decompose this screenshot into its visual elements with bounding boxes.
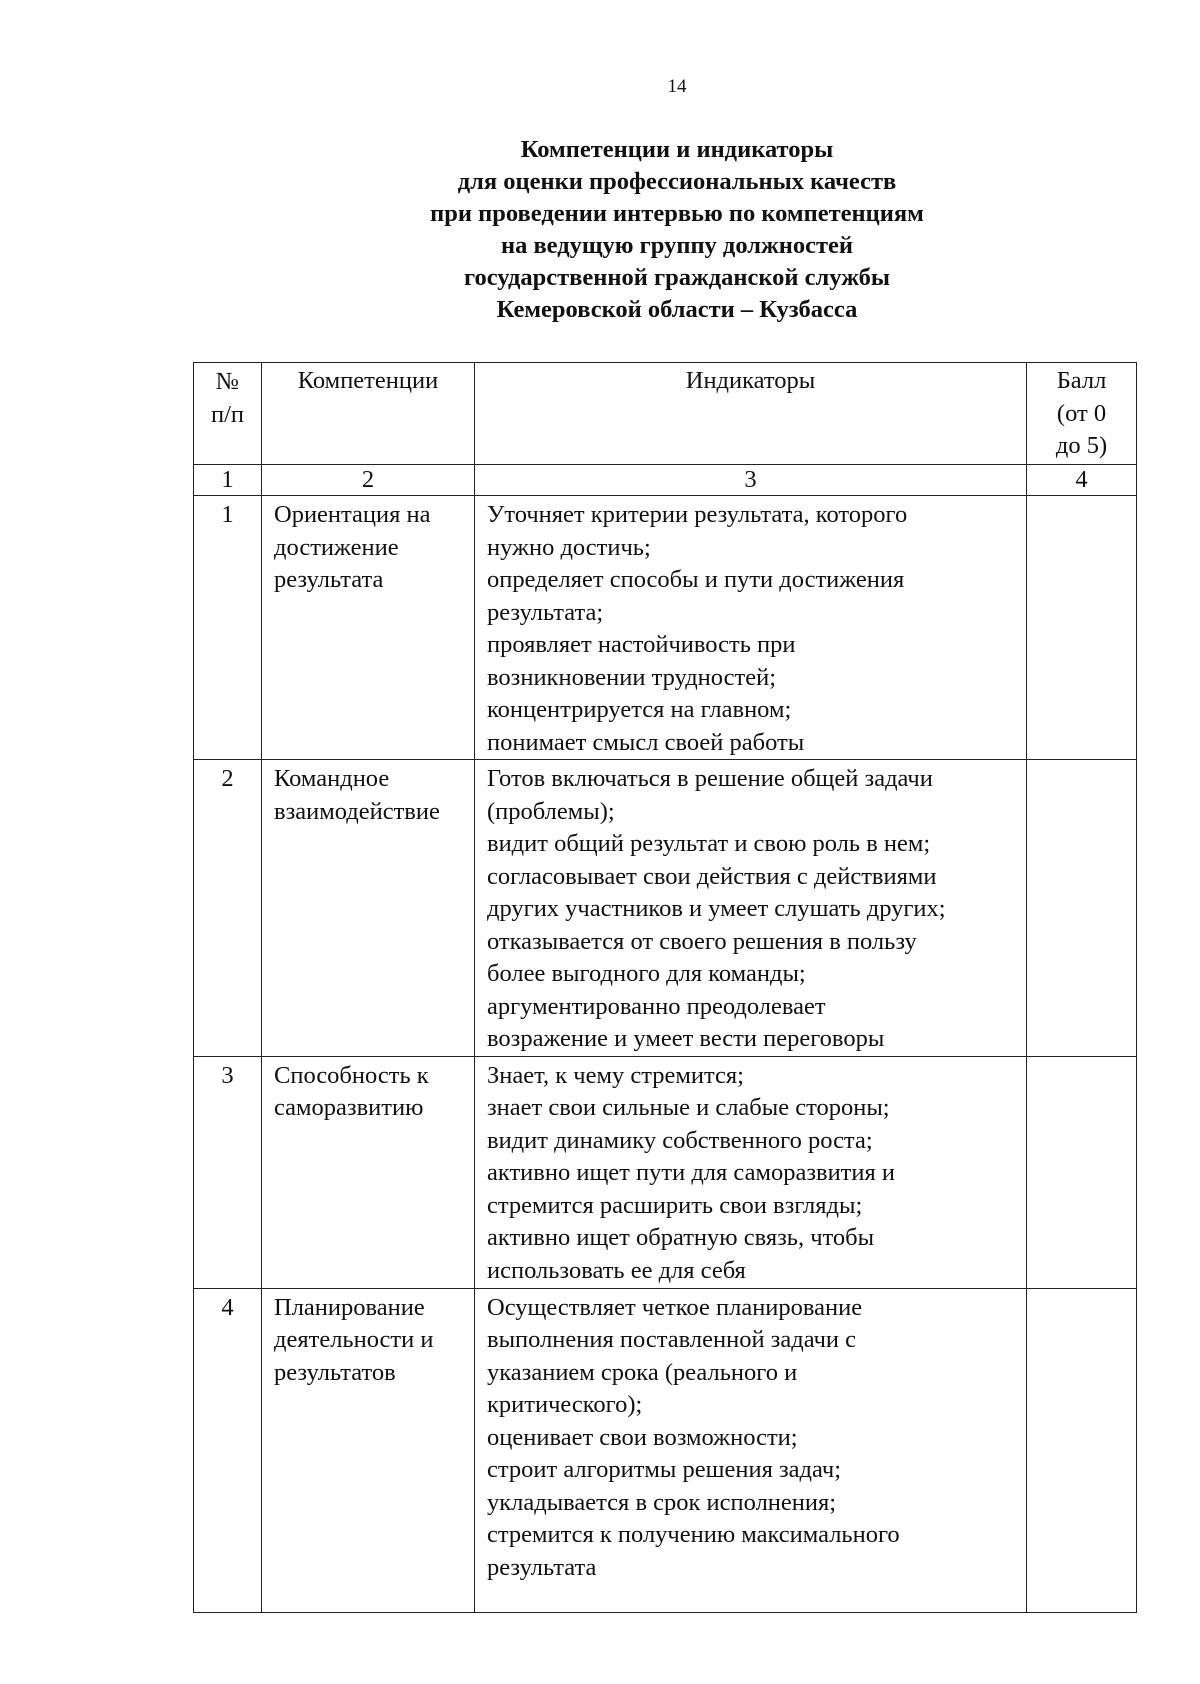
- header-text: до 5): [1055, 432, 1108, 459]
- header-text: Балл: [1056, 367, 1107, 394]
- competence-text: саморазвитию: [274, 1094, 424, 1121]
- indicator-text: согласовывает свои действия с действиями: [487, 862, 937, 890]
- row-number: 3: [194, 1056, 262, 1288]
- document-title: [0, 134, 1200, 326]
- indicator-text: результата: [487, 1553, 597, 1581]
- column-number: 3: [475, 465, 1027, 496]
- competence-cell: [262, 1056, 475, 1288]
- row-number: 4: [194, 1288, 262, 1612]
- indicator-text: отказывается от своего решения в пользу: [487, 927, 917, 955]
- header-competence: Компетенции: [262, 363, 475, 465]
- indicator-text: (проблемы);: [487, 797, 615, 825]
- competence-text: Планирование: [274, 1293, 425, 1321]
- column-number-row: [194, 465, 1137, 496]
- indicator-text: нужно достичь;: [487, 533, 651, 561]
- header-score: [1027, 363, 1137, 465]
- row-number: 1: [194, 496, 262, 760]
- competence-text: результата: [274, 566, 384, 593]
- indicator-text: оценивает свои возможности;: [487, 1423, 798, 1451]
- title-line: Компетенции и индикаторы: [520, 136, 834, 163]
- indicator-text: критического);: [487, 1391, 643, 1418]
- indicator-text: определяет способы и пути достижения: [487, 566, 905, 593]
- indicators-cell: [475, 496, 1027, 760]
- indicator-text: концентрируется на главном;: [487, 696, 792, 723]
- competence-text: результатов: [274, 1358, 396, 1386]
- indicator-text: возникновении трудностей;: [487, 663, 777, 691]
- column-number: 1: [194, 465, 262, 496]
- table-row: [194, 1056, 1137, 1288]
- competence-text: Командное: [274, 765, 390, 792]
- header-indicators: Индикаторы: [475, 363, 1027, 465]
- competence-cell: [262, 1288, 475, 1612]
- indicator-text: выполнения поставленной задачи с: [487, 1326, 857, 1353]
- header-text: №: [215, 368, 240, 395]
- header-num: [194, 363, 262, 465]
- score-cell[interactable]: [1027, 1056, 1137, 1288]
- indicators-cell: [475, 760, 1027, 1057]
- score-cell[interactable]: [1027, 760, 1137, 1057]
- column-number: 2: [262, 465, 475, 496]
- indicator-text: видит общий результат и свою роль в нем;: [487, 830, 931, 857]
- indicators-cell: [475, 1288, 1027, 1612]
- competence-text: Способность к: [274, 1061, 429, 1089]
- title-line: Кемеровской области – Кузбасса: [496, 296, 858, 323]
- indicator-text: результата;: [487, 598, 604, 626]
- indicator-text: Знает, к чему стремится;: [487, 1061, 744, 1089]
- table-header-row: [194, 363, 1137, 465]
- competency-table: [193, 362, 1137, 1613]
- indicator-text: указанием срока (реального и: [487, 1358, 798, 1386]
- indicator-text: возражение и умеет вести переговоры: [487, 1025, 885, 1052]
- competence-cell: [262, 496, 475, 760]
- indicators-cell: [475, 1056, 1027, 1288]
- competence-text: достижение: [274, 533, 399, 561]
- header-text: (от 0: [1056, 399, 1107, 427]
- indicator-text: активно ищет обратную связь, чтобы: [487, 1224, 875, 1251]
- indicator-text: понимает смысл своей работы: [487, 728, 805, 756]
- table-row: [194, 1288, 1137, 1612]
- indicator-text: проявляет настойчивость при: [487, 631, 796, 658]
- title-line: государственной гражданской службы: [463, 264, 891, 291]
- indicator-text: аргументированно преодолевает: [487, 992, 826, 1020]
- header-text: п/п: [210, 400, 245, 428]
- indicator-text: использовать ее для себя: [487, 1256, 746, 1284]
- page-number: 14: [667, 76, 687, 97]
- indicator-text: укладывается в срок исполнения;: [487, 1488, 837, 1516]
- indicator-text: Готов включаться в решение общей задачи: [487, 765, 933, 792]
- indicator-text: стремится к получению максимального: [487, 1521, 900, 1548]
- title-line: на ведущую группу должностей: [500, 232, 854, 259]
- row-number: 2: [194, 760, 262, 1057]
- competence-cell: [262, 760, 475, 1057]
- indicator-text: стремится расширить свои взгляды;: [487, 1191, 863, 1219]
- indicator-text: более выгодного для команды;: [487, 960, 806, 987]
- indicator-text: Уточняет критерии результата, которого: [487, 501, 908, 528]
- indicator-text: знает свои сильные и слабые стороны;: [487, 1094, 890, 1121]
- indicator-text: активно ищет пути для саморазвития и: [487, 1159, 896, 1186]
- indicator-text: других участников и умеет слушать других;: [487, 895, 946, 922]
- table-row: [194, 496, 1137, 760]
- column-number: 4: [1027, 465, 1137, 496]
- score-cell[interactable]: [1027, 496, 1137, 760]
- indicator-text: Осуществляет четкое планирование: [487, 1293, 863, 1321]
- table-row: [194, 760, 1137, 1057]
- competence-text: деятельности и: [274, 1326, 434, 1353]
- title-line: для оценки профессиональных качеств: [457, 168, 897, 195]
- title-line: при проведении интервью по компетенциям: [430, 200, 924, 227]
- competence-text: взаимодействие: [274, 797, 440, 825]
- indicator-text: видит динамику собственного роста;: [487, 1126, 873, 1154]
- competence-text: Ориентация на: [274, 501, 431, 528]
- indicator-text: строит алгоритмы решения задач;: [487, 1456, 842, 1483]
- score-cell[interactable]: [1027, 1288, 1137, 1612]
